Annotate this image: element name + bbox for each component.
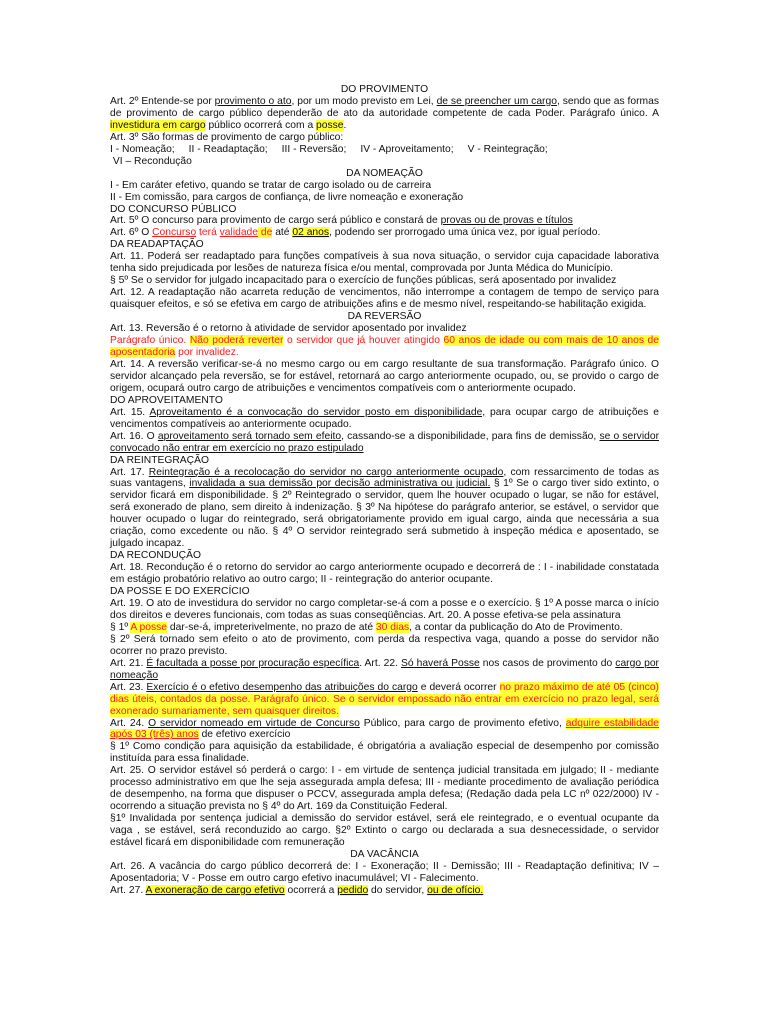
art-21: Art. 21. É facultada a posse por procuração específica. Art. 22. Só haverá Posse nos casos de provimento do cargo por nomeação <box>110 657 659 681</box>
art-26: Art. 26. A vacância do cargo público decorrerá de: I - Exoneração; II - Demissão; III - Readaptação definitiva; IV – Aposentadoria; V - Posse em outro cargo efetivo inacumulável; VI - Falecimento. <box>110 860 659 884</box>
art-19: Art. 19. O ato de investidura do servidor no cargo completar-se-á com a posse e o exercício. § 1º A posse marca o início dos direitos e deveres funcionais, com todas as suas conseqüências. Art. 20. A posse efetiva-se pela assinatura <box>110 597 659 621</box>
art-2: Art. 2º Entende-se por provimento o ato, por um modo previsto em Lei, de se preencher um cargo, sendo que as formas de provimento de cargo público dependerão de ato da autoridade competente de cada Poder. Parágrafo único. A investidura em cargo público ocorrerá com a posse. <box>110 95 659 131</box>
heading-posse: DA POSSE E DO EXERCÍCIO <box>110 586 250 598</box>
heading-reintegracao: DA REINTEGRAÇÃO <box>110 454 209 466</box>
heading-concurso: DO CONCURSO PÚBLICO <box>110 203 237 215</box>
nomeacao-i: I - Em caráter efetivo, quando se tratar de cargo isolado ou de carreira <box>110 179 432 191</box>
art-15: Art. 15. Aproveitamento é a convocação do servidor posto em disponibilidade, para ocupar cargo de atribuições e vencimentos compatíveis ao anteriormente ocupado. <box>110 406 659 430</box>
art-25: Art. 25. O servidor estável só perderá o cargo: I - em virtude de sentença judicial transitada em julgado; II - mediante processo administrativo em que lhe seja assegurada ampla defesa; III - mediante procedimento de avaliação periódica de desempenho, na forma que dispuser o PCCV, assegurada ampla defesa; (Redação dada pela LC nº 022/2000) IV - ocorrendo a situação prevista no § 4º do Art. 169 da Constituição Federal. <box>110 765 659 813</box>
art-16: Art. 16. O aproveitamento será tornado sem efeito, cassando-se a disponibilidade, para fins de demissão, se o servidor convocado não entrar em exercício no prazo estipulado <box>110 430 659 454</box>
art-3: Art. 3º São formas de provimento de cargo público: <box>110 131 344 143</box>
art-13: Art. 13. Reversão é o retorno à atividade de servidor aposentado por invalidez <box>110 323 467 335</box>
art-24: Art. 24. O servidor nomeado em virtude de Concurso Público, para cargo de provimento efetivo, adquire estabilidade após 03 (três) anos de efetivo exercício <box>110 717 659 741</box>
art-12: Art. 12. A readaptação não acarreta redução de vencimentos, não interrompe a contagem de tempo de serviço para quaisquer efeitos, e só se efetiva em cargo de atribuições afins e de mesmo nível, respeitando-se habilitação exigida. <box>110 287 659 311</box>
heading-nomeacao: DA NOMEAÇÃO <box>346 167 423 179</box>
art-18: Art. 18. Recondução é o retorno do servidor ao cargo anteriormente ocupado e decorrerá de : I - inabilidade constatada em estágio probatório relativo ao outro cargo; II - reintegração do anterior ocupante. <box>110 562 659 586</box>
art-3-items: I - Nomeação; II - Readaptação; III - Reversão; IV - Aproveitamento; V - Reintegração; VI – Recondução <box>110 143 548 167</box>
highlight-investidura: investidura em cargo <box>110 119 206 131</box>
heading-provimento: DO PROVIMENTO <box>340 84 429 95</box>
art-14: Art. 14. A reversão verificar-se-á no mesmo cargo ou em cargo resultante de sua transformação. Parágrafo único. O servidor alcançado pela reversão, se for estável, retornará ao cargo anteriormente ocupado, ou, se provido o cargo de origem, ocupará outro cargo de atribuições e vencimentos compatíveis com o anteriormente ocupado. <box>110 358 659 394</box>
art-20-par2: § 2º Será tornado sem efeito o ato de provimento, com perda da respectiva vaga, quando a posse do servidor não ocorrer no prazo previsto. <box>110 633 659 657</box>
heading-vacancia: DA VACÂNCIA <box>350 849 419 860</box>
heading-aproveitamento: DO APROVEITAMENTO <box>110 394 223 406</box>
art-5: Art. 5º O concurso para provimento de cargo será público e constará de provas ou de provas e títulos <box>110 215 573 227</box>
heading-reconducao: DA RECONDUÇÃO <box>110 550 201 562</box>
heading-reversao: DA REVERSÃO <box>347 311 422 323</box>
art-23: Art. 23. Exercício é o efetivo desempenho das atribuições do cargo e deverá ocorrer no prazo máximo de até 05 (cinco) dias úteis, contados da posse. Parágrafo único. Se o servidor empossado não entrar em exercício no prazo legal, será exonerado sumariamente, sem quaisquer direitos. <box>110 681 659 717</box>
nomeacao-ii: II - Em comissão, para cargos de confiança, de livre nomeação e exoneração <box>110 191 464 203</box>
art-25-pars: §1º Invalidada por sentença judicial a demissão do servidor estável, será ele reintegrado, e o eventual ocupante da vaga , se estável, será reconduzido ao cargo. §2º Extinto o cargo ou declarada a sua desnecessidade, o servidor estável ficará em disponibilidade com remuneração <box>110 813 659 849</box>
art-6: Art. 6º O Concurso terá validade de até 02 anos, podendo ser prorrogado uma única vez, por igual período. <box>110 227 601 239</box>
art-11-par5: § 5º Se o servidor for julgado incapacitado para o exercício de funções públicas, será aposentado por invalidez <box>110 275 617 287</box>
art-27: Art. 27. A exoneração de cargo efetivo ocorrerá a pedido do servidor, ou de ofício. <box>110 884 484 896</box>
art-17: Art. 17. Reintegração é a recolocação do servidor no cargo anteriormente ocupado, com ressarcimento de todas as suas vantagens, invalidada a sua demissão por decisão administrativa ou judicial. § 1º Se o cargo tiver sido extinto, o servidor ficará em disponibilidade. § 2º Reintegrado o servidor, quem lhe houver ocupado o lugar, se não for estável, será exonerado de plano, sem direito à indenização. § 3º Na hipótese do parágrafo anterior, se estável, o servidor que houver ocupado o lugar do reintegrado, será obrigatoriamente provido em igual cargo, ainda que necessária a sua criação, como excedente ou não. § 4º O servidor reintegrado será submetido à inspeção médica e aposentado, se julgado incapaz. <box>110 466 660 550</box>
highlight-posse: posse <box>316 119 344 131</box>
art-20-par1: § 1º A posse dar-se-á, impreterivelmente, no prazo de até 30 dias, a contar da publicação do Ato de Provimento. <box>110 621 623 633</box>
document-page <box>110 84 659 897</box>
art-13-paragrafo: Parágrafo único. Não poderá reverter o servidor que já houver atingido 60 anos de idade ou com mais de 10 anos de aposentadoria por invalidez. <box>110 335 660 358</box>
heading-readaptacao: DA READAPTAÇÃO <box>110 239 204 251</box>
art-11: Art. 11. Poderá ser readaptado para funções compatíveis à sua nova situação, o servidor cuja capacidade laborativa tenha sido prejudicada por lesões de natureza física e/ou mental, comprovada por Junta Médica do Município. <box>110 251 659 275</box>
art-24-par1: § 1º Como condição para aquisição da estabilidade, é obrigatória a avaliação especial de desempenho por comissão instituída para essa finalidade. <box>110 741 659 765</box>
